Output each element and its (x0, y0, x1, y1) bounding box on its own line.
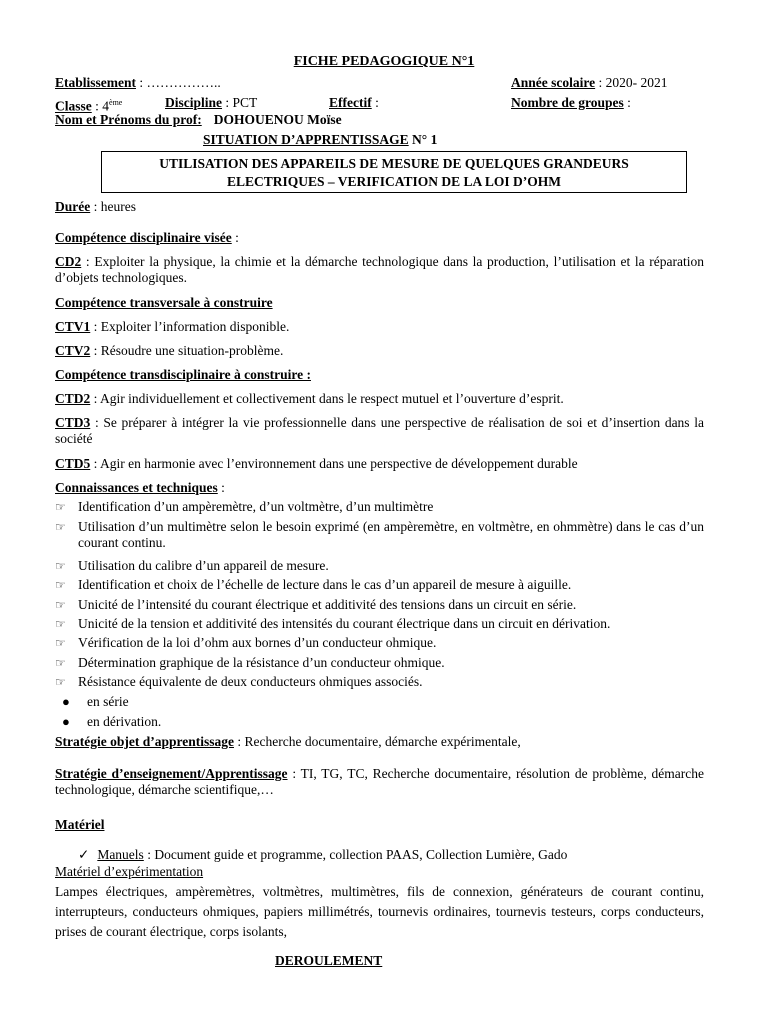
connaissance-text: Unicité de la tension et additivité des intensités du courant électrique dans un circuit en dérivation. (78, 616, 611, 631)
etablissement-value: : …………….. (136, 75, 221, 90)
etablissement-label: Etablissement (55, 75, 136, 90)
ctv1-line (55, 319, 289, 335)
connaissance-item (55, 519, 704, 551)
ctd5-text: : Agir en harmonie avec l’environnement dans une perspective de développement durable (90, 456, 578, 471)
connaissance-item (55, 597, 704, 613)
pointing-hand-icon: ☞ (55, 578, 66, 592)
effectif-label: Effectif (329, 95, 372, 110)
discipline-field (165, 95, 257, 111)
connaissance-item (55, 499, 704, 515)
pointing-hand-icon: ☞ (55, 500, 66, 514)
annee-scolaire-label: Année scolaire (511, 75, 596, 90)
ctd3-text: : Se préparer à intégrer la vie professionnelle dans une perspective de réalisation de soi et d’insertion dans la société (55, 415, 704, 446)
competence-disciplinaire-heading (55, 230, 239, 246)
discipline-label: Discipline (165, 95, 223, 110)
ctd3-paragraph (55, 415, 704, 447)
connaissance-item (55, 655, 704, 671)
situation-title-line1: UTILISATION DES APPAREILS DE MESURE DE QUELQUES GRANDEURS (159, 156, 629, 171)
situation-label: SITUATION D’APPRENTISSAGE (203, 132, 409, 147)
materiel-experimentation-heading (55, 864, 203, 880)
bullet-dot-icon: ● (62, 714, 70, 729)
annee-scolaire-value: : 2020- 2021 (595, 75, 668, 90)
ctd3-code: CTD3 (55, 415, 91, 430)
duree-value: : heures (90, 199, 136, 214)
competence-disciplinaire-colon: : (231, 230, 239, 245)
strategie-objet-text: : Recherche documentaire, démarche expérimentale, (233, 734, 521, 749)
classe-sup: ème (109, 98, 123, 107)
sub-item-text: en dérivation. (87, 714, 162, 729)
cd2-text: : Exploiter la physique, la chimie et la démarche technologique dans la production, l’utilisation et la réparation d’objets technologiques. (55, 254, 704, 285)
connaissance-item (55, 616, 704, 632)
pointing-hand-icon: ☞ (55, 520, 66, 534)
pointing-hand-icon: ☞ (55, 617, 66, 631)
nombre-groupes-value: : (623, 95, 631, 110)
annee-scolaire-field (511, 75, 668, 91)
strategie-objet-line (55, 734, 521, 750)
connaissance-text: Vérification de la loi d’ohm aux bornes d’un conducteur ohmique. (78, 635, 437, 650)
competence-disciplinaire-title: Compétence disciplinaire visée (55, 230, 232, 245)
materiel-experimentation-title: Matériel d’expérimentation (55, 864, 204, 879)
document-title: FICHE PEDAGOGIQUE N°1 (293, 54, 475, 69)
competence-transdisciplinaire-heading (55, 367, 311, 383)
manuels-line (78, 847, 567, 863)
ctd5-line (55, 456, 578, 472)
ctv2-code: CTV2 (55, 343, 91, 358)
strategie-enseignement-paragraph (55, 766, 704, 798)
situation-title-box (101, 151, 687, 193)
effectif-value: : (371, 95, 379, 110)
duree-label: Durée (55, 199, 91, 214)
connaissance-text: Identification d’un ampèremètre, d’un voltmètre, d’un multimètre (78, 499, 434, 514)
pointing-hand-icon: ☞ (55, 636, 66, 650)
bullet-dot-icon: ● (62, 694, 70, 709)
prof-label: Nom et Prénoms du prof: (55, 112, 202, 127)
connaissances-title: Connaissances et techniques (55, 480, 218, 495)
sub-item-text: en série (87, 694, 129, 709)
connaissances-heading (55, 480, 225, 496)
connaissance-text: Identification et choix de l’échelle de lecture dans le cas d’un appareil de mesure à aiguille. (78, 577, 572, 592)
prof-value: DOHOUENOU Moïse (213, 112, 342, 127)
prof-field (55, 112, 342, 128)
pointing-hand-icon: ☞ (55, 675, 66, 689)
materiel-experimentation-text: Lampes électriques, ampèremètres, voltmètres, multimètres, fils de connexion, générateurs de courant continu, interrupteurs, conducteurs ohmiques, papiers millimétrés, tournevis ordinaires, tournevis testeurs, corps conducteurs, prises de courant électrique, corps isolants, (55, 884, 704, 939)
nombre-groupes-label: Nombre de groupes (511, 95, 624, 110)
ctv1-code: CTV1 (55, 319, 91, 334)
connaissance-text: Utilisation du calibre d’un appareil de mesure. (78, 558, 329, 573)
discipline-value: : PCT (222, 95, 258, 110)
pointing-hand-icon: ☞ (55, 656, 66, 670)
strategie-enseignement-title: Stratégie d’enseignement/Apprentissage (55, 766, 288, 781)
pointing-hand-icon: ☞ (55, 598, 66, 612)
classe-value: : 4 (91, 98, 110, 114)
ctd5-code: CTD5 (55, 456, 91, 471)
ctv1-text: : Exploiter l’information disponible. (90, 319, 290, 334)
deroulement-title: DEROULEMENT (275, 953, 383, 968)
connaissance-item (55, 635, 704, 651)
connaissance-item (55, 558, 704, 574)
ctv2-text: : Résoudre une situation-problème. (90, 343, 284, 358)
competence-transversale-heading (55, 295, 273, 311)
situation-title-line2: ELECTRIQUES – VERIFICATION DE LA LOI D’OHM (226, 174, 562, 189)
duree-field (55, 199, 136, 215)
competence-transdisciplinaire-title: Compétence transdisciplinaire à construire : (55, 367, 311, 382)
situation-heading (203, 132, 437, 148)
classe-label: Classe (55, 98, 92, 114)
pointing-hand-icon: ☞ (55, 559, 66, 573)
connaissance-text: Unicité de l’intensité du courant électrique et additivité des tensions dans un circuit en série. (78, 597, 577, 612)
connaissance-text: Utilisation d’un multimètre selon le besoin exprimé (en ampèremètre, en voltmètre, en ohmmètre) dans le cas d’un courant continu. (78, 519, 704, 550)
nombre-groupes-field (511, 95, 631, 111)
strategie-objet-title: Stratégie objet d’apprentissage (55, 734, 234, 749)
competence-transversale-title: Compétence transversale à construire (55, 295, 273, 310)
manuels-label: Manuels (97, 847, 144, 862)
cd2-paragraph (55, 254, 704, 286)
etablissement-field (55, 75, 221, 91)
sub-item (62, 694, 129, 710)
deroulement-heading (275, 953, 382, 969)
connaissances-colon: : (217, 480, 225, 495)
materiel-heading (55, 817, 104, 833)
ctd2-line (55, 391, 564, 407)
connaissance-text: Résistance équivalente de deux conducteurs ohmiques associés. (78, 674, 423, 689)
ctd2-text: : Agir individuellement et collectivement dans le respect mutuel et l’ouverture d’esprit. (90, 391, 564, 406)
ctd2-code: CTD2 (55, 391, 91, 406)
ctv2-line (55, 343, 283, 359)
connaissance-item (55, 577, 704, 593)
situation-number: N° 1 (408, 132, 438, 147)
strategie-enseignement-text: : TI, TG, TC, Recherche documentaire, résolution de problème, démarche technologique, démarche scientifique,… (55, 766, 704, 797)
materiel-title: Matériel (55, 817, 105, 832)
connaissance-text: Détermination graphique de la résistance d’un conducteur ohmique. (78, 655, 445, 670)
sub-item (62, 714, 161, 730)
check-mark-icon: ✓ (78, 847, 90, 862)
manuels-text: : Document guide et programme, collection PAAS, Collection Lumière, Gado (143, 847, 568, 862)
connaissance-item (55, 674, 704, 690)
effectif-field (329, 95, 379, 111)
cd2-code: CD2 (55, 254, 82, 269)
